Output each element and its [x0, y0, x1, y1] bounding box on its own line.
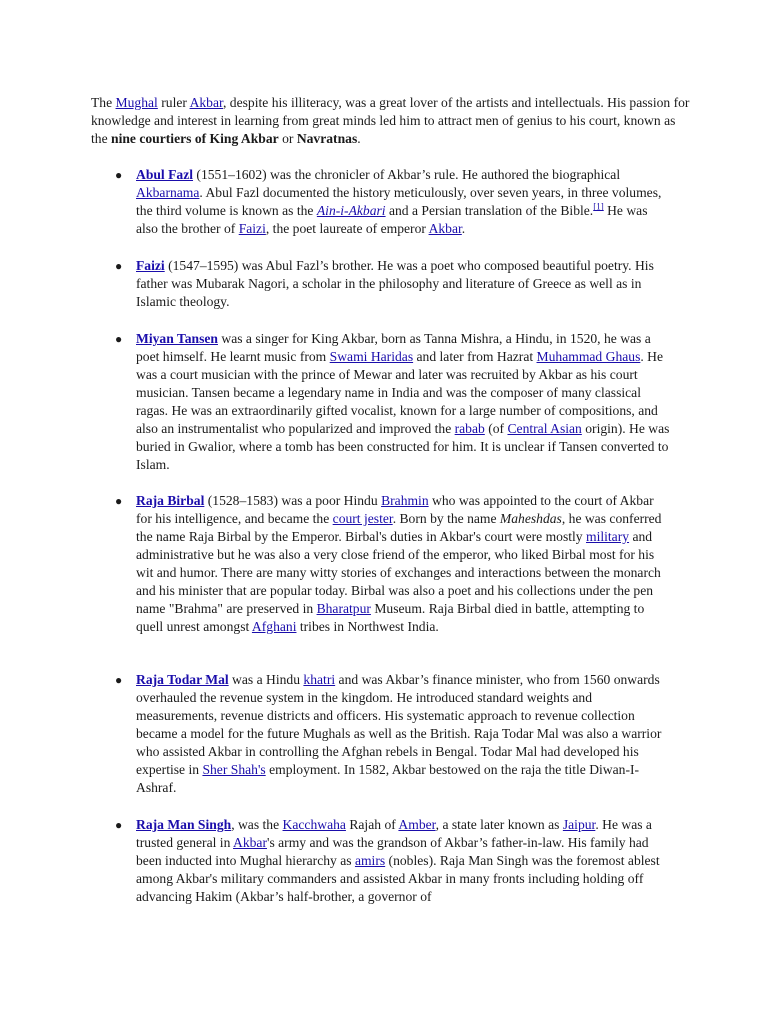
link-khatri[interactable]: khatri: [303, 672, 336, 687]
item-text: , the poet laureate of emperor: [265, 221, 429, 236]
link-abul-fazl[interactable]: Abul Fazl: [136, 167, 194, 182]
link-faizi[interactable]: Faizi: [238, 221, 266, 236]
link-kacchwaha[interactable]: Kacchwaha: [282, 817, 346, 832]
item-text: . Born by the name: [392, 511, 500, 526]
bullet-icon: ●: [115, 168, 123, 182]
bullet-icon: ●: [115, 494, 123, 508]
link-mughal[interactable]: Mughal: [115, 95, 158, 110]
item-text: , he was conferred the name Raja Birbal by the Emperor. Birbal's duties in Akbar's court were mostly: [136, 511, 662, 544]
link-military[interactable]: military: [586, 529, 630, 544]
link-raja-todar-mal[interactable]: Raja Todar Mal: [136, 672, 229, 687]
item-text: Rajah of: [345, 817, 399, 832]
list-item-abul-fazl: [91, 166, 672, 238]
list-item-man-singh: [91, 816, 672, 906]
link-raja-birbal[interactable]: Raja Birbal: [136, 493, 205, 508]
item-text: was a singer for King Akbar, born as Tanna Mishra, a Hindu, in 1520, he was a poet himself. He learnt music from: [136, 331, 651, 364]
item-text: (1551–1602) was the chronicler of Akbar’s rule. He authored the biographical: [193, 167, 621, 182]
link-court-jester[interactable]: court jester: [332, 511, 393, 526]
list-item-todar-mal: [91, 671, 672, 797]
item-text: , was the: [231, 817, 283, 832]
intro-bold-navratnas: Navratnas: [296, 131, 358, 146]
bullet-icon: ●: [115, 259, 123, 273]
item-text: He was also the brother of: [136, 203, 648, 236]
link-amber[interactable]: Amber: [398, 817, 436, 832]
link-akbar[interactable]: Akbar: [233, 835, 267, 850]
list-item-faizi: [91, 257, 672, 311]
link-brahmin[interactable]: Brahmin: [381, 493, 429, 508]
list-item-birbal: [91, 492, 672, 636]
item-text: employment. In 1582, Akbar bestowed on the raja the title Diwan-I-Ashraf.: [136, 762, 640, 795]
item-text: and was Akbar’s finance minister, who from 1560 onwards overhauled the revenue system in the kingdom. He introduced standard weights and measurements, revenue districts and officers. His systematic approach to revenue collection became a model for the future Mughals as well as the British. Raja Todar Mal was also a warrior who assisted Akbar in controlling the Afghan rebels in Bengal. Todar Mal had developed his expertise in: [136, 672, 662, 777]
item-text: was a Hindu: [228, 672, 304, 687]
intro-text: or: [278, 131, 297, 146]
link-swami-haridas[interactable]: Swami Haridas: [329, 349, 414, 364]
item-text: (of: [484, 421, 508, 436]
item-text: . He was a court musician with the prince of Mewar and later was recruited by Akbar as his court musician. Tansen became a legendary name in India and was the composer of many classical ragas. He was an extraordinarily gifted vocalist, known for a large number of compositions, and also an instrumentalist who popularized and improved the: [136, 349, 664, 436]
link-bharatpur[interactable]: Bharatpur: [316, 601, 371, 616]
link-rabab[interactable]: rabab: [454, 421, 485, 436]
item-text: who was appointed to the court of Akbar for his intelligence, and became the: [136, 493, 654, 526]
link-faizi-title[interactable]: Faizi: [136, 258, 165, 273]
link-afghani[interactable]: Afghani: [251, 619, 297, 634]
link-ain-i-akbari[interactable]: Ain-i-Akbari: [316, 203, 386, 218]
link-jaipur[interactable]: Jaipur: [562, 817, 596, 832]
item-text: and administrative but he was also a very close friend of the emperor, who liked Birbal most for his wit and humor. There are many witty stories of exchanges and interactions between the monarch and his minister that are popular today. Birbal was also a poet and his collections under the pen name "Brahma" are preserved in: [136, 529, 661, 616]
item-text: tribes in Northwest India.: [296, 619, 439, 634]
item-text: (1547–1595) was Abul Fazl’s brother. He was a poet who composed beautiful poetry. His father was Mubarak Nagori, a scholar in the philosophy and literature of Greece as well as in Islamic theology.: [136, 258, 654, 309]
item-text: .: [461, 221, 466, 236]
intro-text: .: [357, 131, 361, 146]
bullet-icon: ●: [115, 332, 123, 346]
item-text: (nobles). Raja Man Singh was the foremost ablest among Akbar's military commanders and assisted Akbar in many fronts including holding off advancing Hakim (Akbar’s half-brother, a governor of: [136, 853, 660, 904]
link-akbar[interactable]: Akbar: [428, 221, 462, 236]
list-item-tansen: [91, 330, 672, 474]
italic-maheshdas: Maheshdas: [499, 511, 562, 526]
link-muhammad-ghaus[interactable]: Muhammad Ghaus: [536, 349, 641, 364]
intro-text: ruler: [157, 95, 190, 110]
item-text: . Abul Fazl documented the history meticulously, over seven years, in three volumes, the third volume is known as the: [136, 185, 662, 218]
link-reference-1[interactable]: [1]: [593, 201, 604, 212]
link-akbarnama[interactable]: Akbarnama: [136, 185, 200, 200]
intro-text: , despite his illiteracy, was a great lover of the artists and intellectuals. His passion for knowledge and interest in learning from great minds led him to attract men of genius to his court, known as the: [91, 95, 690, 146]
item-text: and later from Hazrat: [413, 349, 537, 364]
item-text: (1528–1583) was a poor Hindu: [204, 493, 382, 508]
item-text: origin). He was buried in Gwalior, where a tomb has been constructed for him. It is unclear if Tansen converted to Islam.: [136, 421, 670, 472]
link-miyan-tansen[interactable]: Miyan Tansen: [136, 331, 218, 346]
bullet-icon: ●: [115, 818, 123, 832]
link-central-asian[interactable]: Central Asian: [507, 421, 582, 436]
intro-paragraph: [91, 94, 691, 148]
intro-bold-courtiers: nine courtiers of King Akbar: [111, 131, 279, 146]
link-raja-man-singh[interactable]: Raja Man Singh: [136, 817, 232, 832]
intro-text: The: [91, 95, 116, 110]
item-text: 's army and was the grandson of Akbar’s father-in-law. His family had been inducted into Mughal hierarchy as: [136, 835, 649, 868]
item-text: and a Persian translation of the Bible.: [385, 203, 594, 218]
item-text: . He was a trusted general in: [136, 817, 652, 850]
item-text: Museum. Raja Birbal died in battle, attempting to quell unrest amongst: [136, 601, 645, 634]
link-sher-shah[interactable]: Sher Shah's: [202, 762, 266, 777]
link-amirs[interactable]: amirs: [354, 853, 386, 868]
link-akbar[interactable]: Akbar: [189, 95, 223, 110]
bullet-icon: ●: [115, 673, 123, 687]
item-text: , a state later known as: [435, 817, 563, 832]
